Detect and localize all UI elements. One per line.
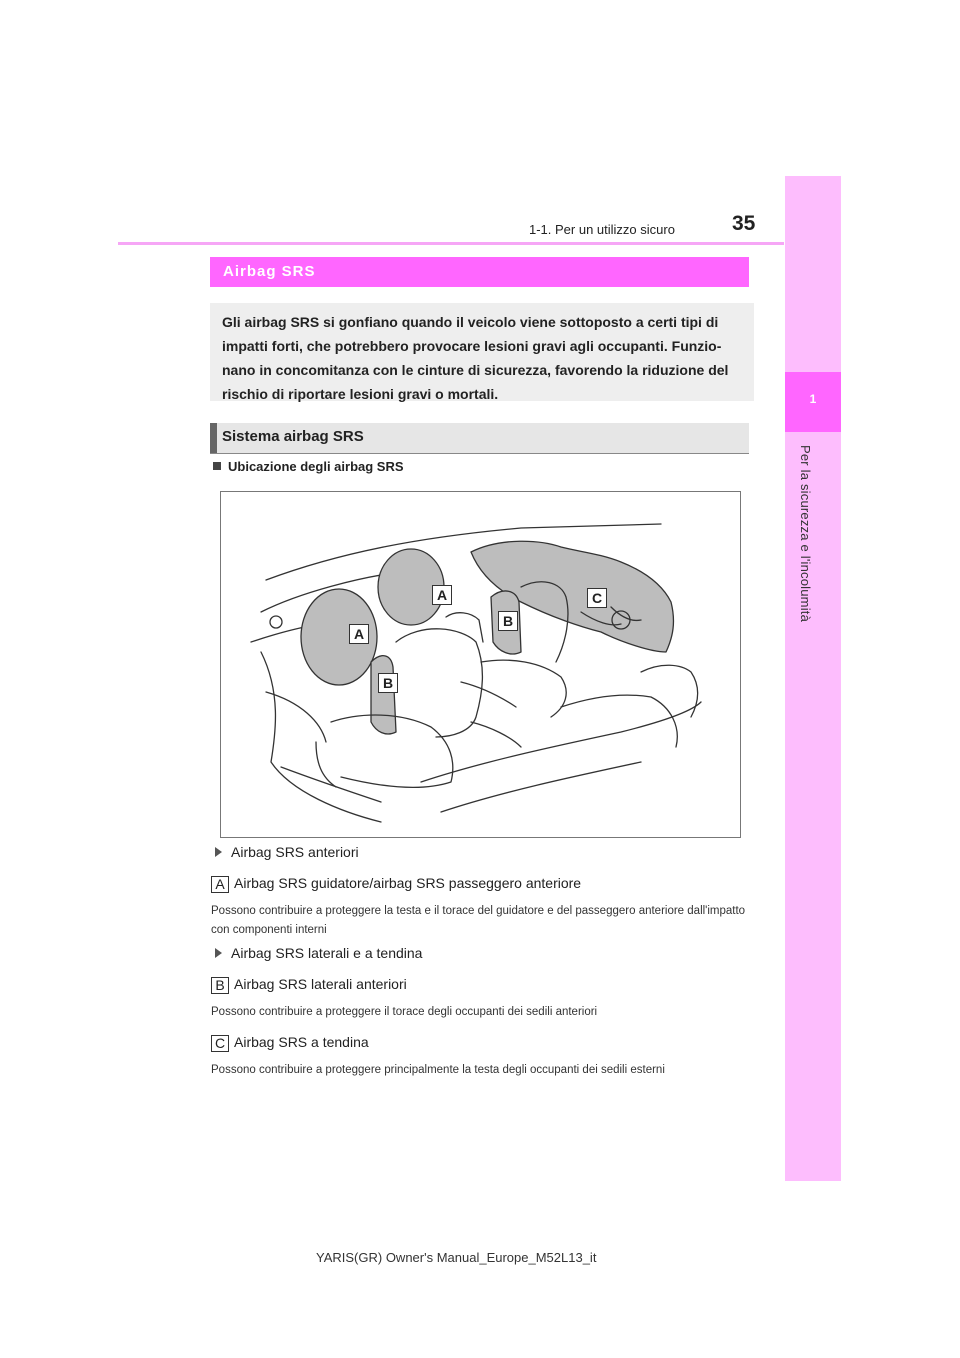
triangle-bullet-icon	[215, 847, 222, 857]
triangle-bullet-icon	[215, 948, 222, 958]
car-interior-drawing	[221, 492, 740, 837]
legend-item-b-text: Airbag SRS laterali anteriori	[234, 976, 407, 992]
legend-group-side	[215, 945, 422, 961]
callout-a-driver: A	[349, 624, 369, 644]
square-bullet-icon	[213, 462, 221, 470]
legend-group-front-title: Airbag SRS anteriori	[231, 844, 359, 860]
legend-group-front	[215, 844, 359, 860]
legend-item-a-desc: Possono contribuire a proteggere la testa e il torace del guidatore e del passeggero anteriore dall'impatto con componenti interni	[211, 905, 746, 936]
location-heading	[213, 459, 404, 474]
chapter-title: Per la sicurezza e l'incolumità	[798, 445, 813, 623]
airbag-location-illustration	[220, 491, 741, 838]
legend-group-side-title: Airbag SRS laterali e a tendina	[231, 945, 423, 961]
intro-box	[210, 303, 754, 401]
location-heading-text: Ubicazione degli airbag SRS	[228, 459, 404, 474]
section-title: Airbag SRS	[223, 263, 316, 280]
legend-item-c	[211, 1034, 369, 1052]
label-c-box: C	[211, 1035, 229, 1052]
chapter-side-tab	[785, 176, 841, 1181]
legend-item-c-desc: Possono contribuire a proteggere principalmente la testa degli occupanti dei sedili esterni	[211, 1064, 665, 1076]
legend-item-b	[211, 976, 407, 994]
legend-item-a-text: Airbag SRS guidatore/airbag SRS passeggero anteriore	[234, 875, 582, 891]
subsection-title: Sistema airbag SRS	[222, 428, 364, 445]
footer-manual-id: YARIS(GR) Owner's Manual_Europe_M52L13_it	[316, 1250, 597, 1265]
callout-a-passenger: A	[432, 585, 452, 605]
intro-text: Gli airbag SRS si gonfiano quando il veicolo viene sottoposto a certi tipi di impatti forti, che potrebbero provocare lesioni gravi agli occupanti. Funzio-nano in concomitanza con le cinture di sicurezza, favorendo la riduzione del rischio di riportare lesioni gravi o mortali.	[222, 314, 729, 402]
running-header-title: 1-1. Per un utilizzo sicuro	[529, 222, 675, 237]
page-number: 35	[732, 212, 756, 235]
legend-item-b-desc: Possono contribuire a proteggere il torace degli occupanti dei sedili anteriori	[211, 1006, 598, 1018]
legend-item-c-text: Airbag SRS a tendina	[234, 1034, 369, 1050]
callout-b-passenger: B	[498, 611, 518, 631]
chapter-number: 1	[809, 392, 817, 406]
label-b-box: B	[211, 977, 229, 994]
header-rule	[118, 242, 784, 245]
callout-b-driver: B	[378, 673, 398, 693]
callout-c-curtain: C	[587, 588, 607, 608]
legend-item-a	[211, 875, 581, 893]
label-a-box: A	[211, 876, 229, 893]
subsection-rule	[210, 453, 749, 454]
